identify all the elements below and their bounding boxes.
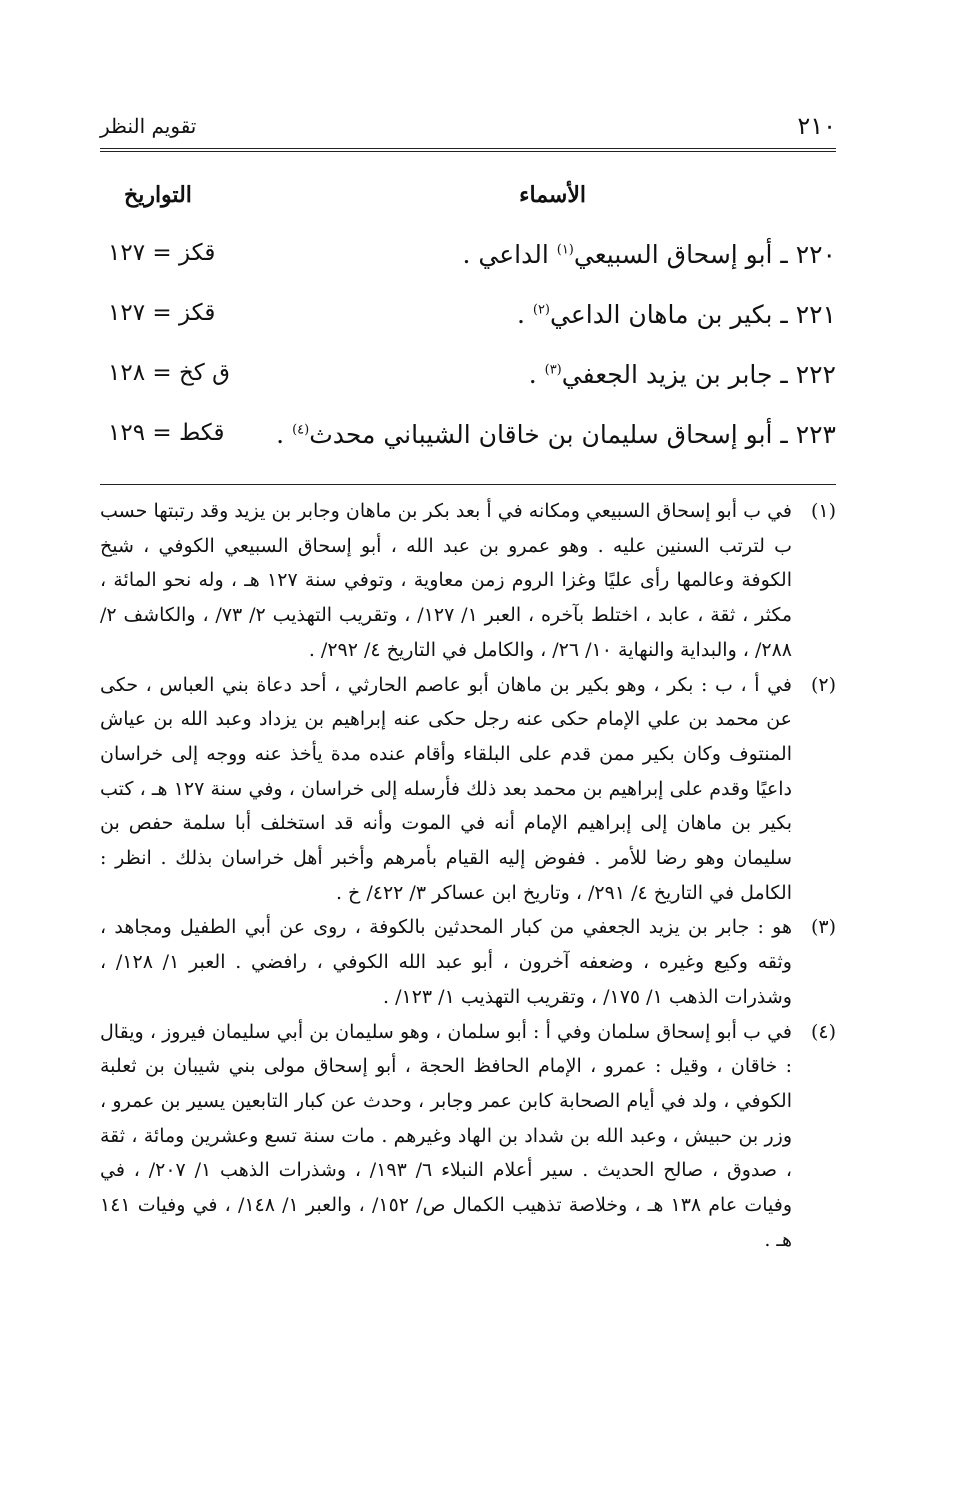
entry-row	[100, 420, 836, 480]
entry-text: ٢٢٣ ـ أبو إسحاق سليمان بن خاقان الشيباني محدث	[309, 420, 836, 449]
footnote-ref: (١)	[556, 242, 574, 258]
footnote	[100, 910, 836, 1014]
footnote	[100, 494, 836, 668]
footnote-marker: (٢)	[810, 673, 836, 696]
entry-row	[100, 300, 836, 360]
entry-date: ق كخ = ١٢٨	[108, 360, 230, 386]
entry-name	[276, 420, 836, 449]
entry-text: ٢٢٢ ـ جابر بن يزيد الجعفي	[561, 360, 836, 389]
column-headings	[100, 182, 836, 218]
page-number: ٢١٠	[797, 112, 836, 140]
page-header	[100, 112, 836, 144]
entry-tail: الداعي .	[462, 240, 557, 269]
footnote	[100, 1015, 836, 1258]
footnote-text: هو : جابر بن يزيد الجعفي من كبار المحدثين بالكوفة ، روى عن أبي الطفيل ومجاهد ، وثقه وكيع وغيره ، وضعفه آخرون ، أبو عبد الله الكوفي ، رافضي . العبر ١/ ١٢٨/ ، وشذرات الذهب ١/ ١٧٥/ ، وتقريب التهذيب ١/ ١٢٣/ .	[100, 916, 792, 1008]
footnote-text: في ب أبو إسحاق سلمان وفي أ : أبو سلمان ، وهو سليمان بن أبي سليمان فيروز ، ويقال : خاقان ، وقيل : عمرو ، الإمام الحافظ الحجة ، أبو إسحاق مولى بني شيبان بن ثعلبة الكوفي ، ولد في أيام الصحابة كابن عمر وجابر ، وحدث عن كبار التابعين يسير بن عمرو ، وزر بن حبيش ، وعبد الله بن شداد بن الهاد وغيرهم . مات سنة تسع وعشرين ومائة ، ثقة ، صدوق ، صالح الحديث . سير أعلام النبلاء ٦/ ١٩٣/ ، وشذرات الذهب ١/ ٢٠٧/ ، في وفيات عام ١٣٨ هـ ، وخلاصة تذهيب الكمال ص/ ١٥٢/ ، والعبر ١/ ١٤٨/ ، في وفيات ١٤١ هـ .	[100, 1020, 792, 1251]
footnote-ref: (٢)	[532, 302, 550, 318]
names-column-heading: الأسماء	[519, 182, 586, 208]
entry-text: ٢٢٠ ـ أبو إسحاق السبيعي	[573, 240, 836, 269]
footnote-text: في أ ، ب : بكر ، وهو بكير بن ماهان أبو عاصم الحارثي ، أحد دعاة بني العباس ، حكى عن محمد بن علي الإمام حكى عنه رجل حكى عنه إبراهيم بن يزداد وعبد الله بن عياش المنتوف وكان بكير ممن قدم على البلقاء وأقام عنده مدة يأخذ عنه ووجه إلى خراسان داعيًا وقدم على إبراهيم بن محمد بعد ذلك فأرسله إلى خراسان ، وفي سنة ١٢٧ هـ ، كتب بكير بن ماهان إلى إبراهيم الإمام أنه في الموت وأنه قد استخلف أبا سلمة حفص بن سليمان وهو رضا للأمر . ففوض إليه القيام بأمرهم وأخبر أهل خراسان بذلك . انظر : الكامل في التاريخ ٤/ ٢٩١/ ، وتاريخ ابن عساكر ٣/ ٤٢٢/ خ .	[100, 673, 792, 904]
entries-list	[100, 240, 836, 480]
footnote-marker: (١)	[810, 500, 836, 522]
footnote-ref: (٣)	[544, 362, 562, 378]
entry-name	[529, 360, 836, 389]
footnote-ref: (٤)	[292, 422, 310, 438]
footnote	[100, 668, 836, 911]
entry-name	[463, 240, 837, 269]
header-rule	[100, 148, 836, 152]
entry-date: قكز = ١٢٧	[108, 240, 216, 266]
entry-text: ٢٢١ ـ بكير بن ماهان الداعي	[550, 300, 836, 329]
entry-date: قكط = ١٢٩	[108, 420, 225, 446]
entry-name	[517, 300, 836, 329]
entry-row	[100, 240, 836, 300]
footnote-text: في ب أبو إسحاق السبيعي ومكانه في أ بعد بكر بن ماهان وجابر بن يزيد وقد رتبتها حسب ب لترتب السنين عليه . وهو عمرو بن عبد الله ، أبو إسحاق السبيعي الكوفي ، شيخ الكوفة وعالمها رأى عليًا وغزا الروم زمن معاوية ، وتوفي سنة ١٢٧ هـ ، وله نحو المائة ، مكثر ، ثقة ، عابد ، اختلط بآخره ، العبر ١/ ١٢٧/ ، وتقريب التهذيب ٢/ ٧٣/ ، والكاشف ٢/ ٢٨٨/ ، والبداية والنهاية ١٠/ ٢٦/ ، والكامل في التاريخ ٤/ ٢٩٢/ .	[100, 500, 793, 661]
footnote-marker: (٣)	[810, 916, 836, 939]
entry-date: قكز = ١٢٧	[108, 300, 216, 326]
entry-tail: .	[276, 420, 293, 449]
running-title: تقويم النظر	[100, 114, 197, 138]
footnote-marker: (٤)	[810, 1020, 836, 1043]
footnote-separator	[100, 484, 836, 485]
footnotes	[100, 494, 836, 1257]
entry-row	[100, 360, 836, 420]
entry-tail: .	[516, 300, 533, 329]
entry-tail: .	[528, 360, 545, 389]
dates-column-heading: التواريخ	[124, 182, 192, 208]
